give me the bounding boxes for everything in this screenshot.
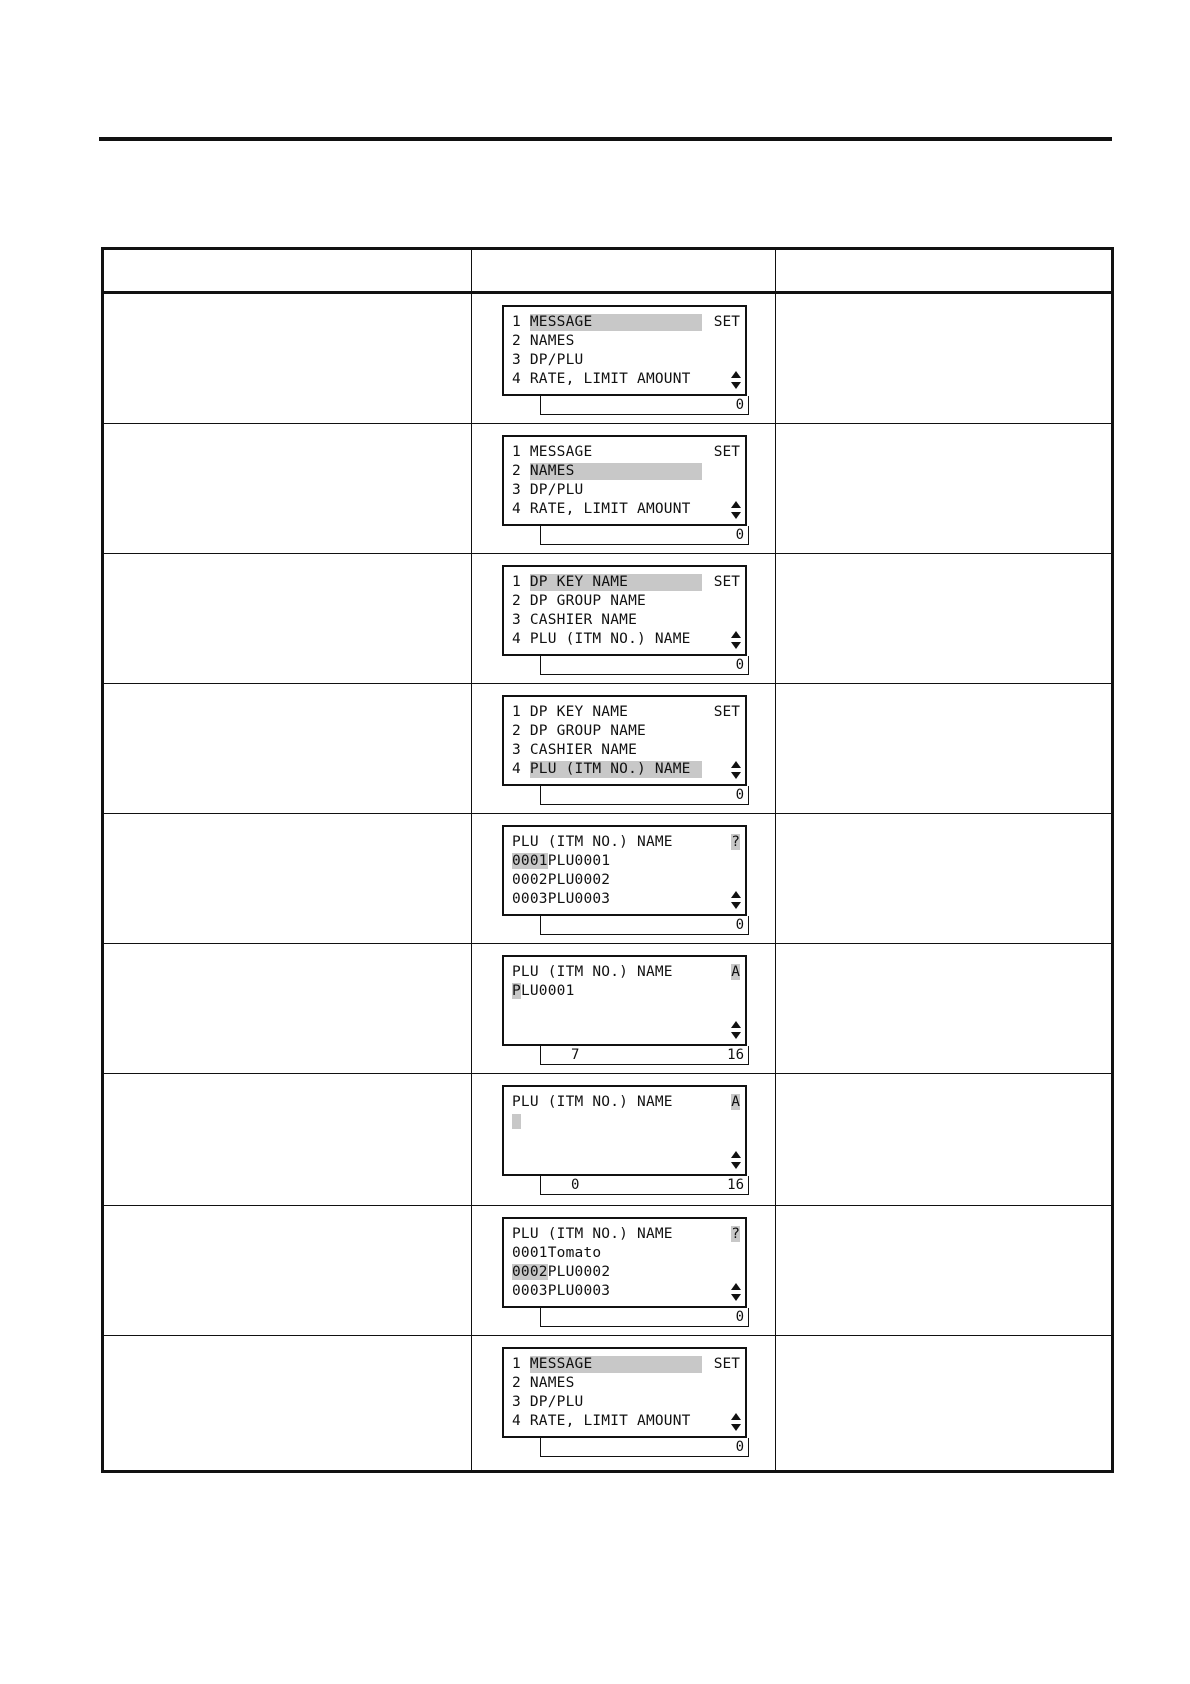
mode-indicator: SET	[713, 704, 740, 720]
lcd-screen	[502, 435, 747, 543]
lcd-screen	[502, 1217, 747, 1325]
table-row	[104, 294, 1111, 424]
scroll-arrows-icon	[731, 761, 741, 779]
lcd-status-bar	[540, 656, 749, 675]
mode-indicator: A	[731, 964, 740, 980]
lcd-status-bar	[540, 786, 749, 805]
lcd-line: 3 CASHIER NAME	[512, 612, 638, 628]
lcd-line: 3 CASHIER NAME	[512, 742, 638, 758]
lcd-screen	[502, 1085, 747, 1193]
status-value: 0	[735, 1439, 744, 1455]
table-row	[104, 1206, 1111, 1336]
mode-indicator: A	[731, 1094, 740, 1110]
status-value: 0	[735, 657, 744, 673]
table-row	[104, 554, 1111, 684]
lcd-status-bar	[540, 1308, 749, 1327]
scroll-arrows-icon	[731, 631, 741, 649]
top-rule	[99, 137, 1112, 141]
mode-indicator: SET	[713, 1356, 740, 1372]
lcd-line: PLU (ITM NO.) NAME	[512, 834, 673, 850]
table-row	[104, 1074, 1111, 1206]
lcd-screen	[502, 825, 747, 933]
lcd-line: 4 RATE, LIMIT AMOUNT	[512, 371, 691, 387]
lcd-status-bar	[540, 526, 749, 545]
lcd-status-bar	[540, 1046, 749, 1065]
lcd-line: 1 MESSAGE	[512, 444, 593, 460]
lcd-line: 1 MESSAGE	[512, 314, 702, 331]
lcd-line: 3 DP/PLU	[512, 482, 584, 498]
lcd-screen	[502, 1347, 747, 1455]
lcd-line: 4 PLU (ITM NO.) NAME	[512, 631, 691, 647]
mode-indicator: SET	[713, 574, 740, 590]
lcd-line: 2 DP GROUP NAME	[512, 593, 646, 609]
lcd-status-bar	[540, 1176, 749, 1195]
scroll-arrows-icon	[731, 1021, 741, 1039]
mode-indicator: ?	[731, 1226, 740, 1242]
status-count: 0	[571, 1177, 580, 1193]
input-cursor	[512, 1114, 521, 1129]
scroll-arrows-icon	[731, 1151, 741, 1169]
lcd-line: 2 NAMES	[512, 1375, 575, 1391]
status-value: 16	[727, 1177, 744, 1193]
mode-indicator: ?	[731, 834, 740, 850]
table-row	[104, 944, 1111, 1074]
scroll-arrows-icon	[731, 371, 741, 389]
lcd-line: 0002PLU0002	[512, 872, 611, 888]
lcd-line: PLU0001	[512, 983, 575, 999]
scroll-arrows-icon	[731, 1413, 741, 1431]
lcd-line: 4 RATE, LIMIT AMOUNT	[512, 1413, 691, 1429]
lcd-line: 2 NAMES	[512, 333, 575, 349]
lcd-line: PLU (ITM NO.) NAME	[512, 964, 673, 980]
status-count: 7	[571, 1047, 580, 1063]
scroll-arrows-icon	[731, 501, 741, 519]
lcd-line: 3 DP/PLU	[512, 1394, 584, 1410]
lcd-line: PLU (ITM NO.) NAME	[512, 1094, 673, 1110]
lcd-line: 1 DP KEY NAME	[512, 574, 702, 591]
lcd-line	[512, 1113, 521, 1130]
lcd-line: 0001Tomato	[512, 1245, 602, 1261]
lcd-line: 4 RATE, LIMIT AMOUNT	[512, 501, 691, 517]
lcd-status-bar	[540, 396, 749, 415]
status-value: 0	[735, 397, 744, 413]
lcd-line: 3 DP/PLU	[512, 352, 584, 368]
table-row	[104, 424, 1111, 554]
scroll-arrows-icon	[731, 1283, 741, 1301]
lcd-line: 1 MESSAGE	[512, 1356, 702, 1373]
lcd-line: 1 DP KEY NAME	[512, 704, 629, 720]
mode-indicator: SET	[713, 444, 740, 460]
table-row	[104, 684, 1111, 814]
status-value: 0	[735, 527, 744, 543]
lcd-screen	[502, 305, 747, 413]
table-row	[104, 1336, 1111, 1473]
lcd-line: PLU (ITM NO.) NAME	[512, 1226, 673, 1242]
lcd-line: 2 NAMES	[512, 463, 702, 480]
lcd-line: 0003PLU0003	[512, 891, 611, 907]
status-value: 0	[735, 787, 744, 803]
lcd-line: 0002PLU0002	[512, 1264, 611, 1280]
procedure-table	[101, 247, 1114, 1473]
mode-indicator: SET	[713, 314, 740, 330]
lcd-line: 0003PLU0003	[512, 1283, 611, 1299]
lcd-screen	[502, 565, 747, 673]
status-value: 0	[735, 917, 744, 933]
lcd-screen	[502, 955, 747, 1063]
scroll-arrows-icon	[731, 891, 741, 909]
status-value: 0	[735, 1309, 744, 1325]
table-row	[104, 814, 1111, 944]
lcd-line: 0001PLU0001	[512, 853, 611, 869]
table-header	[104, 250, 1111, 294]
lcd-status-bar	[540, 916, 749, 935]
lcd-status-bar	[540, 1438, 749, 1457]
lcd-line: 4 PLU (ITM NO.) NAME	[512, 761, 702, 778]
status-value: 16	[727, 1047, 744, 1063]
lcd-line: 2 DP GROUP NAME	[512, 723, 646, 739]
lcd-screen	[502, 695, 747, 803]
